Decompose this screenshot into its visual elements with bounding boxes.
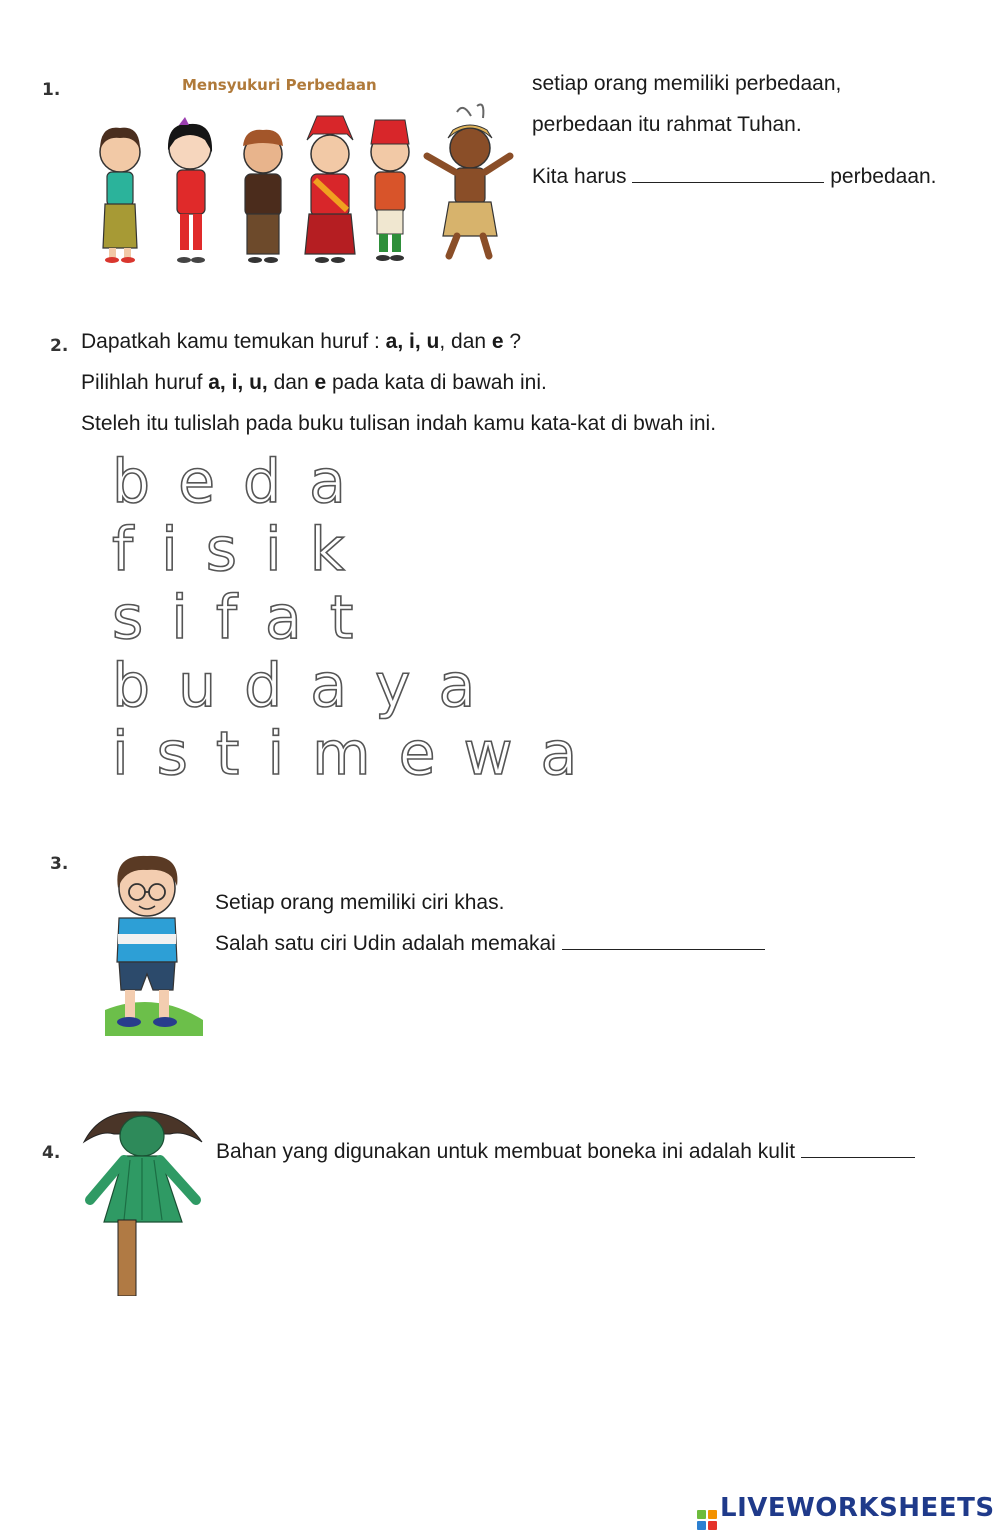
child-figure <box>371 120 409 261</box>
child-figure <box>243 130 283 263</box>
illustration-title: Mensyukuri Perbedaan <box>182 76 377 94</box>
liveworksheets-logo-text: LIVEWORKSHEETS <box>720 1493 995 1523</box>
question-number-3: 3. <box>50 854 69 874</box>
q2-line-1-prefix: Dapatkah kamu temukan huruf : <box>81 330 386 353</box>
q2-line-2-prefix: Pilihlah huruf <box>81 371 209 394</box>
q2-line-1-letter-e: e <box>491 330 504 353</box>
q2-text-line-1 <box>81 331 521 352</box>
q1-text-line-2: perbedaan itu rahmat Tuhan. <box>532 113 802 136</box>
q4-text-line-1 <box>216 1141 915 1162</box>
corn-husk-doll-illustration <box>80 1104 210 1296</box>
q4-answer-blank[interactable] <box>801 1155 915 1158</box>
q3-text-line-2 <box>215 933 765 954</box>
trace-word-budaya: budaya <box>112 651 504 721</box>
question-number-2: 2. <box>50 336 69 356</box>
child-figure <box>100 128 140 263</box>
liveworksheets-logo-icon <box>697 1510 717 1530</box>
child-figure <box>427 105 510 257</box>
q3-line-2-prefix: Salah satu ciri Udin adalah memakai <box>215 932 556 955</box>
q3-answer-blank[interactable] <box>562 947 765 950</box>
q3-text-line-1: Setiap orang memiliki ciri khas. <box>215 891 505 914</box>
q2-text-line-3: Steleh itu tulislah pada buku tulisan indah kamu kata-kat di bwah ini. <box>81 412 717 435</box>
question-number-4: 4. <box>42 1143 61 1163</box>
q2-text-line-2 <box>81 372 547 393</box>
q2-line-2-mid: dan <box>267 371 315 394</box>
udin-boy-illustration <box>105 850 205 1036</box>
q1-line-3-prefix: Kita harus <box>532 165 627 188</box>
q4-line-1-prefix: Bahan yang digunakan untuk membuat boneka ini adalah kulit <box>216 1140 796 1163</box>
q2-line-2-letters: a, i, u, <box>208 371 268 394</box>
trace-word-sifat: sifat <box>112 583 382 653</box>
q1-text-line-1: setiap orang memiliki perbedaan, <box>532 72 842 95</box>
tracing-words <box>112 447 606 792</box>
q2-line-2-suffix: pada kata di bawah ini. <box>326 371 547 394</box>
children-diversity-illustration <box>85 100 515 275</box>
trace-word-istimewa: istimewa <box>112 719 606 789</box>
q2-line-1-letters: a, i, u <box>385 330 440 353</box>
q1-answer-blank[interactable] <box>632 180 824 183</box>
trace-word-fisik: fisik <box>112 515 373 585</box>
q2-line-2-letter-e: e <box>314 371 327 394</box>
q1-text-line-3 <box>532 166 937 187</box>
q1-line-3-suffix: perbedaan. <box>830 165 937 188</box>
child-figure <box>168 117 212 263</box>
trace-word-beda: beda <box>112 447 374 517</box>
q2-line-1-mid: , dan <box>439 330 492 353</box>
question-number-1: 1. <box>42 80 61 100</box>
child-figure <box>305 116 355 263</box>
liveworksheets-logo[interactable] <box>697 1493 995 1530</box>
q2-line-1-suffix: ? <box>503 330 522 353</box>
